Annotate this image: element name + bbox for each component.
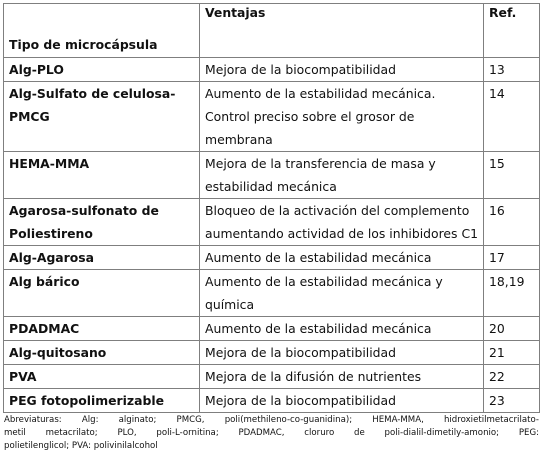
cell-ref [484, 199, 540, 246]
type-line: PVA [9, 369, 37, 384]
table-row [4, 270, 540, 317]
table-body [4, 58, 540, 413]
type-line: PDADMAC [9, 321, 80, 336]
cell-microcapsule-type [4, 199, 200, 246]
type-line: Agarosa-sulfonato de [9, 203, 159, 218]
document [3, 3, 539, 453]
advantage-line: Mejora de la difusión de nutrientes [205, 369, 422, 384]
table-row [4, 58, 540, 82]
cell-advantages [200, 152, 484, 199]
advantage-line: aumentando actividad de los inhibidores C1 [205, 226, 478, 241]
advantage-line: Control preciso sobre el grosor de [205, 109, 415, 124]
footnote-line: metil metacrilato; PLO, poli-L-ornitina; PDADMAC, cloruro de poli-dialil-dimetily-amonio; PEG: [4, 428, 539, 438]
cell-advantages [200, 341, 484, 365]
cell-microcapsule-type [4, 270, 200, 317]
cell-ref [484, 270, 540, 317]
cell-ref [484, 389, 540, 413]
table-row [4, 152, 540, 199]
advantage-line: Aumento de la estabilidad mecánica. [205, 86, 436, 101]
table-header-row [4, 4, 540, 58]
cell-microcapsule-type [4, 389, 200, 413]
cell-advantages [200, 389, 484, 413]
advantage-line: Aumento de la estabilidad mecánica y [205, 274, 443, 289]
table-row [4, 246, 540, 270]
cell-advantages [200, 365, 484, 389]
type-line: Alg-PLO [9, 62, 64, 77]
ref-number: 20 [489, 321, 505, 336]
type-line: Alg-quitosano [9, 345, 107, 360]
cell-microcapsule-type [4, 246, 200, 270]
type-line: PEG fotopolimerizable [9, 393, 165, 408]
cell-advantages [200, 58, 484, 82]
header-type: Tipo de microcápsula [4, 4, 200, 58]
cell-ref [484, 365, 540, 389]
advantage-line: Aumento de la estabilidad mecánica [205, 250, 432, 265]
cell-microcapsule-type [4, 152, 200, 199]
table-row [4, 341, 540, 365]
table-row [4, 199, 540, 246]
advantage-line: Mejora de la biocompatibilidad [205, 345, 396, 360]
cell-ref [484, 341, 540, 365]
ref-number: 18,19 [489, 274, 525, 289]
advantage-line: estabilidad mecánica [205, 179, 337, 194]
advantage-line: Mejora de la biocompatibilidad [205, 393, 396, 408]
table-row [4, 82, 540, 152]
advantage-line: Mejora de la biocompatibilidad [205, 62, 396, 77]
cell-advantages [200, 246, 484, 270]
type-line: HEMA-MMA [9, 156, 90, 171]
ref-number: 17 [489, 250, 505, 265]
cell-ref [484, 58, 540, 82]
microcapsule-table [3, 3, 540, 413]
header-ref: Ref. [484, 4, 540, 58]
ref-number: 14 [489, 86, 505, 101]
ref-number: 15 [489, 156, 505, 171]
cell-advantages [200, 199, 484, 246]
cell-advantages [200, 82, 484, 152]
advantage-line: Aumento de la estabilidad mecánica [205, 321, 432, 336]
abbreviations-footnote [3, 414, 539, 453]
cell-microcapsule-type [4, 58, 200, 82]
cell-advantages [200, 317, 484, 341]
cell-microcapsule-type [4, 341, 200, 365]
cell-ref [484, 246, 540, 270]
header-advantages: Ventajas [200, 4, 484, 58]
type-line: Alg-Agarosa [9, 250, 95, 265]
footnote-line: polietilenglicol; PVA: polivinilalcohol [4, 441, 158, 451]
table-row [4, 389, 540, 413]
advantage-line: Mejora de la transferencia de masa y [205, 156, 436, 171]
type-line: Poliestireno [9, 226, 93, 241]
ref-number: 13 [489, 62, 505, 77]
advantage-line: Bloqueo de la activación del complemento [205, 203, 470, 218]
cell-ref [484, 82, 540, 152]
ref-number: 23 [489, 393, 505, 408]
type-line: Alg-Sulfato de celulosa- [9, 86, 176, 101]
type-line: Alg bárico [9, 274, 80, 289]
cell-ref [484, 152, 540, 199]
cell-microcapsule-type [4, 317, 200, 341]
cell-microcapsule-type [4, 82, 200, 152]
cell-advantages [200, 270, 484, 317]
ref-number: 16 [489, 203, 505, 218]
footnote-line: Abreviaturas: Alg: alginato; PMCG, poli(methileno-co-guanidina); HEMA-MMA, hidroxietilmetacrilato- [4, 415, 539, 425]
cell-ref [484, 317, 540, 341]
table-row [4, 365, 540, 389]
ref-number: 22 [489, 369, 505, 384]
type-line: PMCG [9, 109, 50, 124]
advantage-line: química [205, 297, 255, 312]
advantage-line: membrana [205, 132, 273, 147]
table-row [4, 317, 540, 341]
cell-microcapsule-type [4, 365, 200, 389]
ref-number: 21 [489, 345, 505, 360]
